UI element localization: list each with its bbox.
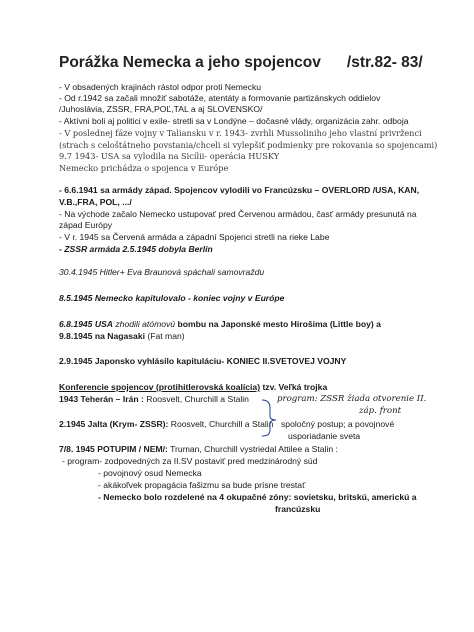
nagasaki-rest: (Fat man) bbox=[145, 331, 185, 341]
hitler-line: 30.4.1945 Hitler+ Eva Braunová spáchali samovraždu bbox=[59, 267, 265, 277]
conference-heading bbox=[59, 382, 327, 393]
elbe-line: - V r. 1945 sa Červená armáda a západní Spojenci stretli na rieke Labe bbox=[59, 232, 330, 242]
overlord-countries-line: V.B.,FRA, POL, .../ bbox=[59, 197, 132, 207]
yalta-bold: 2.1945 Jalta (Krym- ZSSR): bbox=[59, 419, 169, 429]
tehran-rest: Roosvelt, Churchill a Stalin bbox=[143, 394, 249, 404]
countries-line: /Juhoslávia, ZSSR, FRA,POĽ,TAL a aj SLOVENSKO/ bbox=[59, 104, 263, 114]
yalta-note: spoločný postup; a povojnové bbox=[281, 419, 395, 429]
conference-heading-underlined: Konferencie spojencov (protihitlerovská koalícia) bbox=[59, 382, 261, 392]
nagasaki-bold: 9.8.1945 na Nagasaki bbox=[59, 331, 145, 341]
page-title bbox=[59, 54, 423, 72]
tehran-program: program: ZSSR žiada otvorenie II. bbox=[277, 394, 427, 404]
title-main: Porážka Nemecka a jeho spojencov bbox=[59, 54, 321, 71]
conference-heading-rest: tzv. Veľká trojka bbox=[260, 382, 328, 392]
ally-lost-line: Nemecko prichádza o spojenca v Európe bbox=[59, 163, 229, 173]
berlin-line: - ZSSR armáda 2.5.1945 dobyla Berlín bbox=[59, 244, 213, 254]
japan-bold: 2.9.1945 Japonsko vyhlásilo kapituláciu bbox=[59, 356, 222, 366]
hiroshima-date: 6.8.1945 USA bbox=[59, 319, 113, 329]
italy-note-line: (strach s celoštátneho povstania/chceli si vylepšiť podmienky pre rokovania so spojencami) bbox=[59, 140, 438, 150]
tehran-program-front: záp. front bbox=[359, 406, 402, 416]
overlord-line: - 6.6.1941 sa armády západ. Spojencov vylodili vo Francúzsku – OVERLORD /USA, KAN, bbox=[59, 185, 420, 195]
potsdam-line bbox=[59, 444, 338, 455]
japan-line bbox=[59, 356, 346, 367]
sabotage-line: - Od r.1942 sa začali množiť sabotáže, atentáty a formovanie partizánskych oddielov bbox=[59, 93, 381, 103]
tehran-bold: 1943 Teherán – Irán : bbox=[59, 394, 144, 404]
potsdam-rest: Truman, Churchill vystriedal Attilee a Stalin : bbox=[167, 444, 338, 454]
potsdam-item-fascism: - akákoľvek propagácia fašizmu sa bude prísne trestať bbox=[98, 480, 306, 490]
capitulation-line: 8.5.1945 Nemecko kapitulovalo - koniec vojny v Európe bbox=[59, 293, 285, 303]
tehran-line bbox=[59, 394, 249, 405]
japan-rest: - KONIEC II.SVETOVEJ VOJNY bbox=[221, 356, 347, 366]
resistance-line: - V obsadených krajinách rástol odpor proti Nemecku bbox=[59, 82, 262, 92]
potsdam-item-zones: - Nemecko bolo rozdelené na 4 okupačné zóny: sovietsku, britskú, americkú a bbox=[98, 492, 417, 502]
hiroshima-rest: bombu na Japonské mesto Hirošima (Little boy) a bbox=[177, 319, 381, 329]
exile-line: - Aktívni boli aj politici v exile- stretli sa v Londýne – dočasné vlády, organizácia zahr. odboja bbox=[59, 116, 409, 126]
potsdam-program: - program- zodpovedných za II.SV postaviť pred medzinárodný súd bbox=[62, 456, 318, 466]
potsdam-item-zones-cont: francúzsku bbox=[275, 504, 321, 514]
yalta-line bbox=[59, 419, 273, 430]
retreat-line: - Na východe začalo Nemecko ustupovať pred Červenou armádou, časť armády presunutá na bbox=[59, 209, 417, 219]
potsdam-bold: 7/8. 1945 POTUPIM / NEM/: bbox=[59, 444, 168, 454]
husky-line: 9.7 1943- USA sa vylodila na Sicílii- operácia HUSKY bbox=[59, 151, 280, 161]
retreat-west-line: západ Európy bbox=[59, 220, 113, 230]
yalta-rest: Roosvelt, Churchill a Stalin bbox=[168, 419, 274, 429]
yalta-note-cont: usporiadanie sveta bbox=[288, 431, 361, 441]
hiroshima-mid: zhodili atómovú bbox=[112, 319, 178, 329]
hiroshima-line bbox=[59, 319, 381, 330]
potsdam-item-germany: - povojnový osud Nemecka bbox=[98, 468, 202, 478]
italy-line: - V poslednej fáze vojny v Taliansku v r. 1943- zvrhli Mussoliniho jeho vlastní privrženci bbox=[59, 128, 422, 138]
title-page-ref: /str.82- 83/ bbox=[346, 54, 423, 71]
nagasaki-line bbox=[59, 331, 185, 342]
